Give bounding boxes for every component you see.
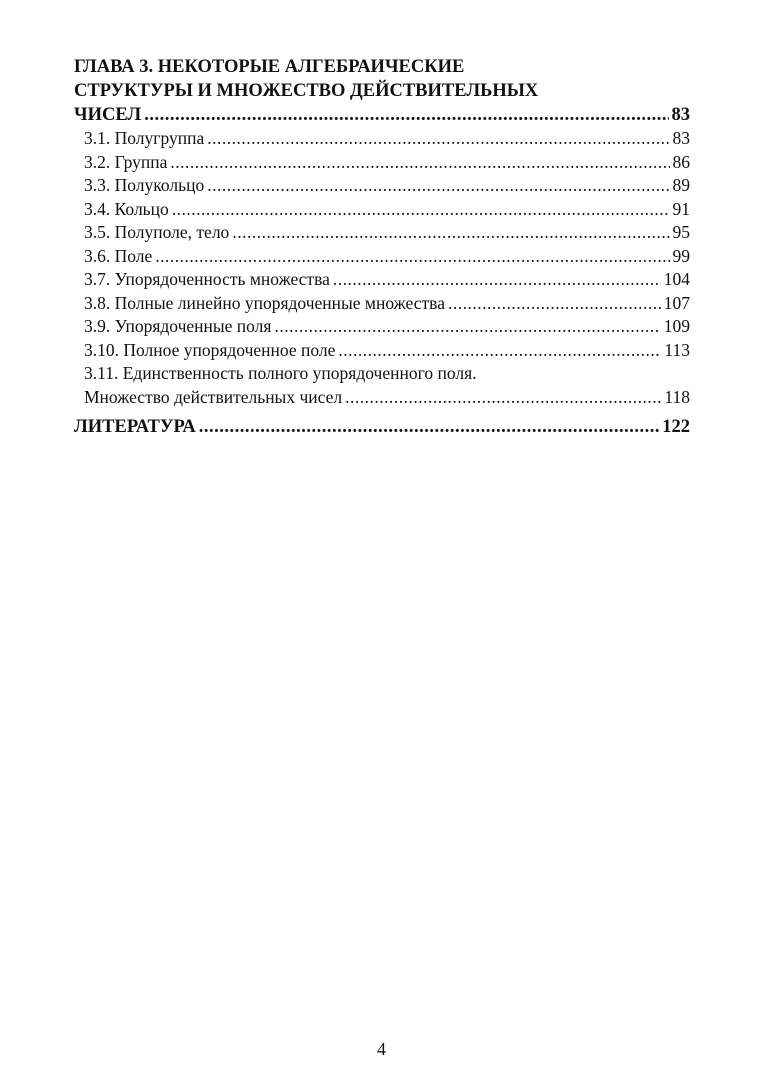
toc-entry-3-5[interactable]	[74, 221, 690, 245]
page-ref: 118	[664, 386, 690, 407]
page-ref: 83	[671, 105, 690, 125]
dot-leader	[333, 268, 661, 292]
table-of-contents	[74, 55, 690, 439]
literature-entry[interactable]	[74, 415, 690, 439]
section-title: 3.5. Полуполе, тело	[84, 222, 230, 242]
chapter-title-line: ГЛАВА 3. НЕКОТОРЫЕ АЛГЕБРАИЧЕСКИЕ	[74, 57, 465, 77]
page-ref: 113	[664, 339, 690, 360]
page-ref: 86	[672, 151, 690, 172]
chapter-title-line: СТРУКТУРЫ И МНОЖЕСТВО ДЕЙСТВИТЕЛЬНЫХ	[74, 81, 539, 101]
toc-entry-3-1[interactable]	[74, 127, 690, 151]
toc-entry-3-6[interactable]	[74, 245, 690, 269]
section-title: 3.8. Полные линейно упорядоченные множества	[84, 292, 445, 313]
section-title: 3.6. Поле	[84, 245, 153, 266]
section-title: 3.9. Упорядоченные поля	[84, 316, 272, 336]
toc-entry-3-2[interactable]	[74, 151, 690, 175]
dot-leader	[172, 198, 670, 222]
dot-leader	[274, 315, 660, 339]
chapter-title-last: ЧИСЕЛ	[74, 105, 142, 125]
dot-leader	[345, 386, 661, 410]
toc-entry-3-4[interactable]	[74, 198, 690, 222]
dot-leader	[207, 127, 669, 151]
section-title: 3.4. Кольцо	[84, 198, 169, 219]
page-ref: 122	[662, 417, 690, 437]
dot-leader	[155, 245, 669, 269]
toc-entry-3-11-line1[interactable]: 3.11. Единственность полного упорядоченного поля.	[84, 363, 477, 383]
literature-title: ЛИТЕРАТУРА	[74, 417, 196, 437]
page-ref: 95	[672, 222, 690, 242]
dot-leader	[170, 151, 669, 175]
page-ref: 107	[663, 292, 690, 313]
dot-leader	[338, 339, 661, 363]
toc-entry-3-11[interactable]	[74, 386, 690, 410]
page-number: 4	[377, 1039, 386, 1059]
section-title: 3.7. Упорядоченность множества	[84, 269, 330, 289]
section-title: 3.10. Полное упорядоченное поле	[84, 339, 336, 360]
toc-entry-3-7[interactable]	[74, 268, 690, 292]
dot-leader	[144, 103, 668, 127]
toc-entry-3-9[interactable]	[74, 315, 690, 339]
chapter-3-entry[interactable]	[74, 103, 690, 127]
section-title: 3.2. Группа	[84, 151, 168, 172]
page-ref: 104	[663, 269, 690, 289]
page-ref: 89	[672, 175, 690, 195]
page-ref: 91	[672, 198, 690, 219]
page-ref: 109	[663, 316, 690, 336]
section-title: 3.1. Полугруппа	[84, 128, 205, 148]
dot-leader	[199, 415, 660, 439]
toc-entry-3-10[interactable]	[74, 339, 690, 363]
dot-leader	[232, 221, 669, 245]
section-title: Множество действительных чисел	[84, 386, 343, 407]
chapter-3-heading	[74, 55, 690, 103]
section-title: 3.3. Полукольцо	[84, 175, 205, 195]
page-ref: 83	[672, 128, 690, 148]
toc-entry-3-8[interactable]	[74, 292, 690, 316]
toc-entry-3-3[interactable]	[74, 174, 690, 198]
dot-leader	[448, 292, 661, 316]
dot-leader	[207, 174, 669, 198]
page-ref: 99	[672, 245, 690, 266]
